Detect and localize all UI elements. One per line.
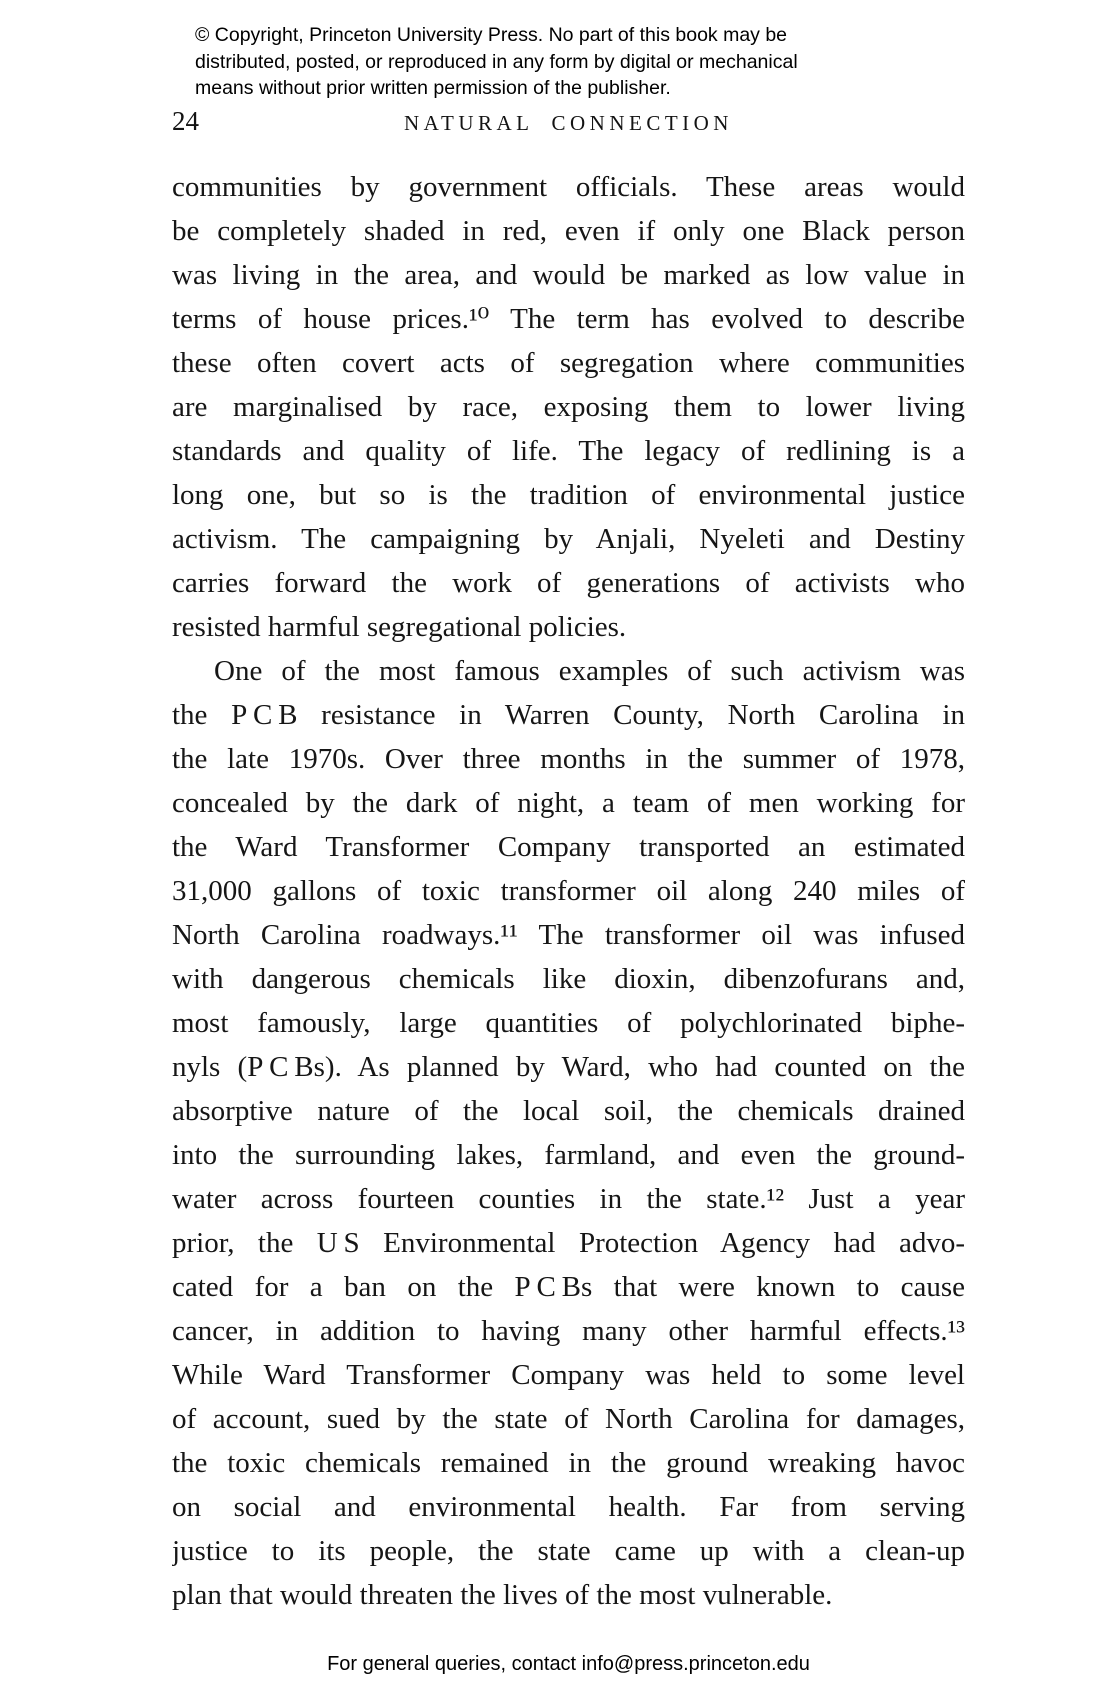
copyright-line: © Copyright, Princeton University Press. No part of this book may be (195, 24, 788, 46)
paragraph (172, 649, 965, 1617)
body-line: communities by government officials. These areas would (172, 171, 965, 203)
body-line: prior, the U S Environmental Protection Agency had advo- (172, 1227, 965, 1259)
body-line: terms of house prices.¹⁰ The term has evolved to describe (172, 303, 965, 335)
body-line: of account, sued by the state of North Carolina for damages, (172, 1403, 965, 1435)
body-line: was living in the area, and would be marked as low value in (172, 259, 965, 291)
body-line: standards and quality of life. The legacy of redlining is a (172, 435, 965, 467)
body-line: activism. The campaigning by Anjali, Nyeleti and Destiny (172, 523, 965, 555)
body-line: While Ward Transformer Company was held to some level (172, 1359, 965, 1391)
paragraph (172, 165, 965, 649)
body-line: North Carolina roadways.¹¹ The transformer oil was infused (172, 919, 965, 951)
body-text (172, 165, 965, 1617)
body-line: cancer, in addition to having many other harmful effects.¹³ (172, 1315, 965, 1347)
body-line: concealed by the dark of night, a team of men working for (172, 787, 965, 819)
body-line: justice to its people, the state came up with a clean-up (172, 1535, 965, 1567)
body-line: plan that would threaten the lives of the most vulnerable. (172, 1579, 833, 1611)
body-line: absorptive nature of the local soil, the chemicals drained (172, 1095, 965, 1127)
body-line: 31,000 gallons of toxic transformer oil along 240 miles of (172, 875, 965, 907)
body-line: with dangerous chemicals like dioxin, dibenzofurans and, (172, 963, 965, 995)
body-line: the late 1970s. Over three months in the summer of 1978, (172, 743, 965, 775)
page-number: 24 (172, 106, 199, 136)
body-line: nyls (P C Bs). As planned by Ward, who had counted on the (172, 1051, 965, 1083)
body-line: One of the most famous examples of such activism was (214, 655, 965, 687)
body-line: long one, but so is the tradition of environmental justice (172, 479, 965, 511)
copyright-line: distributed, posted, or reproduced in any form by digital or mechanical (195, 50, 798, 73)
footer-queries-text: For general queries, contact info@press.princeton.edu (327, 1653, 810, 1675)
body-line: on social and environmental health. Far from serving (172, 1491, 965, 1523)
body-line: resisted harmful segregational policies. (172, 611, 627, 643)
body-line: the toxic chemicals remained in the ground wreaking havoc (172, 1447, 965, 1479)
body-line: into the surrounding lakes, farmland, and even the ground- (172, 1139, 965, 1171)
body-line: cated for a ban on the P C Bs that were known to cause (172, 1271, 965, 1303)
copyright-line: means without prior written permission of the publisher. (195, 77, 671, 99)
body-line: water across fourteen counties in the state.¹² Just a year (172, 1183, 965, 1215)
body-line: are marginalised by race, exposing them to lower living (172, 391, 965, 423)
body-line: be completely shaded in red, even if only one Black person (172, 215, 965, 247)
running-head: NATURAL CONNECTION (404, 111, 733, 135)
copyright-notice (195, 22, 798, 102)
body-line: these often covert acts of segregation where communities (172, 347, 965, 379)
body-line: the P C B resistance in Warren County, North Carolina in (172, 699, 965, 731)
body-line: the Ward Transformer Company transported an estimated (172, 831, 965, 863)
body-line: carries forward the work of generations of activists who (172, 567, 965, 599)
body-line: most famously, large quantities of polychlorinated biphe- (172, 1007, 965, 1039)
